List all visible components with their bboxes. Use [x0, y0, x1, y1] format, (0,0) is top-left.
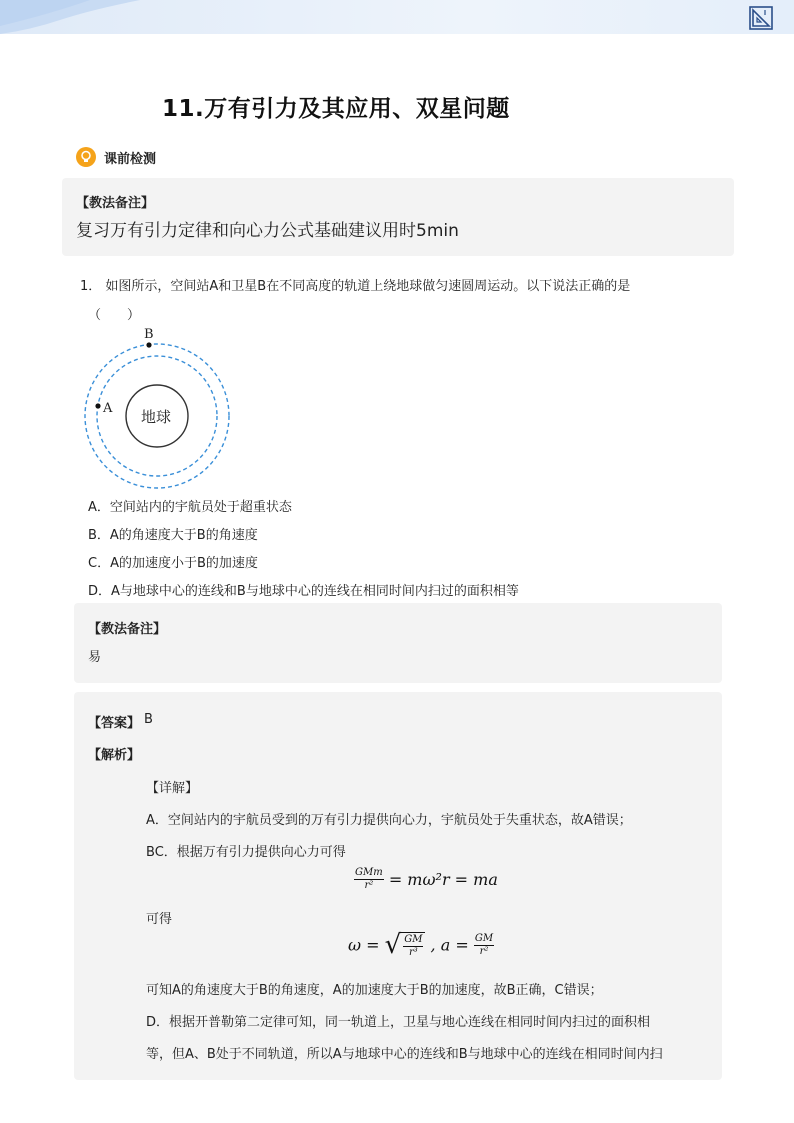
- formula2-den2: r²: [479, 945, 489, 957]
- formula1-rhs: = mω²r = ma: [388, 870, 498, 889]
- answer-box: [74, 692, 722, 1080]
- label-a: A: [103, 401, 113, 416]
- ruler-triangle-logo-icon: [748, 5, 774, 31]
- header-wave-decoration: [0, 0, 140, 34]
- so-text: 可得: [146, 912, 173, 927]
- formula-omega: [348, 930, 494, 960]
- formula-gravity: [354, 867, 498, 892]
- detail-heading: 【详解】: [146, 781, 199, 796]
- formula2-den1: r³: [408, 946, 418, 958]
- teaching-note-heading: 【教法备注】: [88, 622, 167, 637]
- teaching-note-box-2: [74, 603, 722, 683]
- formula1-den: r²: [364, 880, 374, 891]
- label-b: B: [144, 327, 154, 342]
- station-a-dot: [95, 403, 100, 408]
- option-d: D．A与地球中心的连线和B与地球中心的连线在相同时间内扫过的面积相等: [88, 584, 519, 599]
- answer-heading: 【答案】: [88, 716, 141, 731]
- question-answer-blank: （ ）: [88, 308, 141, 323]
- option-a: A．空间站内的宇航员处于超重状态: [88, 500, 292, 515]
- page-title: 11.万有引力及其应用、双星问题: [162, 96, 510, 122]
- answer-value: B: [144, 712, 153, 727]
- option-c: C．A的加速度小于B的加速度: [88, 556, 258, 571]
- section-label: 课前检测: [104, 151, 157, 167]
- formula2-lhs: ω =: [348, 935, 380, 955]
- formula2-num1: GM: [404, 933, 423, 945]
- formula1-num: GMm: [355, 867, 383, 878]
- formula2-mid: , a =: [430, 935, 469, 955]
- lightbulb-icon: [76, 147, 96, 167]
- explanation-d-line1: D．根据开普勒第二定律可知，同一轨道上，卫星与地心连线在相同时间内扫过的面积相: [146, 1015, 651, 1030]
- satellite-b-dot: [146, 342, 151, 347]
- teaching-note-box: [62, 178, 734, 256]
- section-header: [76, 146, 156, 168]
- option-b: B．A的角速度大于B的角速度: [88, 528, 258, 543]
- formula1-fraction: [354, 867, 384, 892]
- formula2-fraction: [474, 933, 494, 958]
- explanation-a: A．空间站内的宇航员受到的万有引力提供向心力，宇航员处于失重状态，故A错误；: [146, 813, 632, 828]
- sqrt-expression: √ $\frac{GM}{\text{r³}}$: [385, 930, 426, 960]
- analysis-heading: 【解析】: [88, 748, 141, 763]
- question-stem: 1． 如图所示，空间站A和卫星B在不同高度的轨道上绕地球做匀速圆周运动。以下说法正确的是: [80, 279, 631, 294]
- teaching-note-text: 复习万有引力定律和向心力公式基础建议用时5min: [76, 221, 459, 241]
- teaching-note-heading: 【教法备注】: [76, 196, 155, 211]
- explanation-conclusion: 可知A的角速度大于B的角速度，A的加速度大于B的加速度，故B正确，C错误；: [146, 983, 603, 998]
- explanation-bc: BC．根据万有引力提供向心力可得: [146, 845, 346, 860]
- formula2-num2: GM: [474, 932, 494, 944]
- earth-label: 地球: [141, 408, 172, 426]
- difficulty-text: 易: [88, 650, 102, 665]
- header-band: [0, 0, 794, 34]
- explanation-d-line2: 等，但A、B处于不同轨道，所以A与地球中心的连线和B与地球中心的连线在相同时间内扫: [146, 1047, 663, 1062]
- orbit-diagram: [80, 322, 240, 492]
